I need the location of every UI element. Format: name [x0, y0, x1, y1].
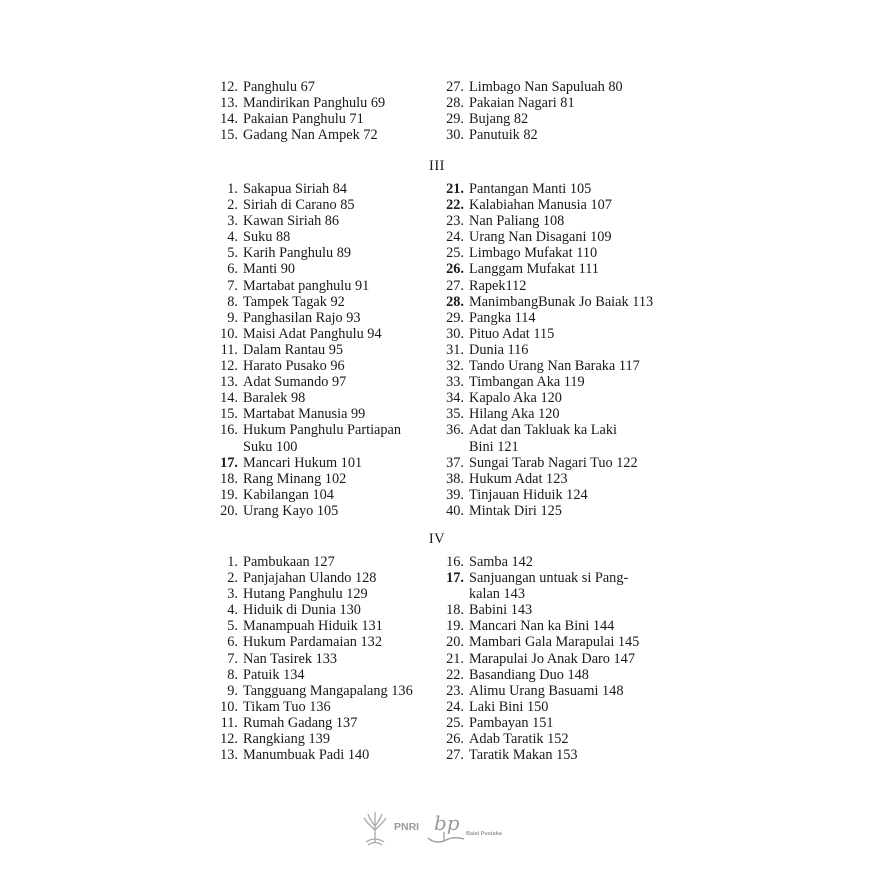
toc-entry-title: Hutang Panghulu 129 — [243, 586, 368, 603]
toc-entry-title: Pantangan Manti 105 — [469, 181, 592, 197]
toc-entry — [200, 503, 432, 519]
toc-entry — [430, 455, 670, 471]
toc-entry-title: Maisi Adat Panghulu 94 — [243, 325, 382, 342]
toc-entry-number: 2. — [227, 197, 238, 214]
toc-entry — [430, 342, 670, 358]
toc-entry — [200, 229, 432, 245]
toc-entry — [200, 358, 432, 374]
toc-entry-title: Adab Taratik 152 — [469, 731, 569, 748]
toc-entry — [200, 374, 432, 390]
toc-entry-title: Babini 143 — [469, 602, 533, 619]
toc-entry-title: Hukum Panghulu Partiapan Suku 100 — [243, 422, 402, 455]
toc-entry-title: Pituo Adat 115 — [469, 325, 555, 342]
toc-entry-title: Mandirikan Panghulu 69 — [243, 95, 386, 112]
toc-entry — [200, 326, 432, 342]
toc-entry-title: Dunia 116 — [469, 341, 529, 358]
toc-entry — [430, 422, 670, 454]
toc-entry-title: Martabat Manusia 99 — [243, 406, 366, 423]
toc-entry-title: Samba 142 — [469, 554, 533, 570]
toc-entry-number: 3. — [227, 586, 238, 603]
toc-entry — [200, 683, 432, 699]
toc-entry-number: 33. — [446, 374, 464, 391]
toc-entry-number: 39. — [446, 486, 464, 503]
toc-entry-number: 23. — [446, 213, 464, 230]
toc-entry — [200, 95, 432, 111]
toc-entry-title: ManimbangBunak Jo Baiak 113 — [469, 293, 654, 310]
section-heading-iv: IV — [428, 531, 446, 547]
toc-column-right — [430, 554, 670, 763]
toc-entry-number: 10. — [220, 698, 238, 715]
toc-entry — [430, 731, 670, 747]
toc-entry — [200, 715, 432, 731]
toc-entry-number: 21. — [446, 650, 464, 667]
toc-entry — [430, 747, 670, 763]
toc-entry-title: Basandiang Duo 148 — [469, 666, 589, 683]
pnri-label: PNRI — [394, 821, 420, 833]
toc-entry-number: 5. — [227, 245, 238, 262]
toc-entry-title: Panutuik 82 — [469, 127, 538, 144]
balai-pustaka-logo-icon — [424, 808, 468, 848]
toc-entry-title: Sanjuangan untuak si Pang- kalan 143 — [469, 570, 629, 603]
toc-column-right — [430, 79, 670, 143]
toc-entry-number: 30. — [446, 325, 464, 342]
toc-entry-title: Gadang Nan Ampek 72 — [243, 127, 378, 144]
toc-entry-number: 20. — [220, 502, 238, 519]
toc-entry — [200, 422, 432, 454]
toc-entry-title: Tikam Tuo 136 — [243, 698, 331, 715]
toc-entry — [200, 699, 432, 715]
toc-entry-title: Kapalo Aka 120 — [469, 390, 562, 407]
toc-entry-number: 8. — [227, 666, 238, 683]
toc-entry-number: 25. — [446, 245, 464, 262]
toc-entry-title: Tangguang Mangapalang 136 — [243, 682, 413, 699]
toc-entry-title: Pambukaan 127 — [243, 554, 335, 570]
toc-entry-number: 6. — [227, 261, 238, 278]
toc-entry — [430, 358, 670, 374]
toc-entry — [430, 570, 670, 602]
toc-entry — [430, 245, 670, 261]
toc-entry-number: 12. — [220, 79, 238, 95]
toc-entry-title: Harato Pusako 96 — [243, 358, 345, 375]
toc-column-left — [200, 79, 432, 143]
toc-entry-title: Dalam Rantau 95 — [243, 341, 344, 358]
toc-entry-title: Panghasilan Rajo 93 — [243, 309, 361, 326]
toc-entry-number: 2. — [227, 570, 238, 587]
toc-entry — [430, 213, 670, 229]
toc-entry-number: 38. — [446, 470, 464, 487]
toc-entry — [430, 715, 670, 731]
toc-entry-number: 37. — [446, 454, 464, 471]
toc-entry-title: Kalabiahan Manusia 107 — [469, 197, 612, 214]
toc-entry — [200, 390, 432, 406]
toc-entry-title: Taratik Makan 153 — [469, 747, 578, 764]
toc-entry-number: 32. — [446, 358, 464, 375]
toc-entry — [430, 390, 670, 406]
toc-entry — [430, 487, 670, 503]
toc-entry-title: Kawan Siriah 86 — [243, 213, 340, 230]
toc-entry-number: 22. — [446, 666, 464, 683]
toc-entry — [430, 554, 670, 570]
toc-entry-title: Limbago Mufakat 110 — [469, 245, 598, 262]
toc-entry — [200, 487, 432, 503]
toc-entry — [200, 278, 432, 294]
toc-entry-number: 21. — [446, 181, 464, 197]
toc-entry-number: 15. — [220, 127, 238, 144]
toc-entry-title: Hiduik di Dunia 130 — [243, 602, 361, 619]
toc-entry — [430, 79, 670, 95]
toc-entry-number: 1. — [227, 554, 238, 570]
toc-entry — [200, 197, 432, 213]
toc-entry-title: Tampek Tagak 92 — [243, 293, 345, 310]
toc-entry — [200, 406, 432, 422]
toc-entry — [200, 294, 432, 310]
toc-entry-number: 16. — [220, 422, 238, 439]
toc-entry — [430, 503, 670, 519]
toc-entry-title: Patuik 134 — [243, 666, 305, 683]
toc-entry-title: Rangkiang 139 — [243, 731, 330, 748]
footer-logos — [358, 808, 518, 848]
toc-entry-number: 20. — [446, 634, 464, 651]
toc-entry — [200, 667, 432, 683]
toc-entry-number: 16. — [446, 554, 464, 570]
toc-entry-title: Kabilangan 104 — [243, 486, 334, 503]
toc-entry-title: Pangka 114 — [469, 309, 536, 326]
toc-entry-title: Tinjauan Hiduik 124 — [469, 486, 588, 503]
toc-entry-title: Baralek 98 — [243, 390, 306, 407]
toc-entry-number: 19. — [220, 486, 238, 503]
toc-entry — [200, 570, 432, 586]
toc-entry-number: 5. — [227, 618, 238, 635]
toc-entry-title: Karih Panghulu 89 — [243, 245, 352, 262]
toc-entry — [200, 261, 432, 277]
toc-entry — [200, 651, 432, 667]
toc-entry-number: 10. — [220, 325, 238, 342]
toc-entry — [430, 127, 670, 143]
toc-entry — [430, 651, 670, 667]
toc-entry-title: Siriah di Carano 85 — [243, 197, 355, 214]
toc-entry-title: Rumah Gadang 137 — [243, 714, 358, 731]
toc-entry — [430, 181, 670, 197]
toc-entry-title: Pambayan 151 — [469, 714, 554, 731]
toc-entry-title: Urang Nan Disagani 109 — [469, 229, 612, 246]
toc-entry-number: 18. — [446, 602, 464, 619]
toc-entry-number: 7. — [227, 650, 238, 667]
toc-entry-number: 31. — [446, 341, 464, 358]
toc-entry-number: 19. — [446, 618, 464, 635]
toc-entry-number: 30. — [446, 127, 464, 144]
toc-entry-number: 35. — [446, 406, 464, 423]
toc-entry — [430, 699, 670, 715]
toc-entry-number: 17. — [446, 570, 464, 587]
toc-entry — [430, 406, 670, 422]
toc-entry — [200, 79, 432, 95]
toc-entry-title: Suku 88 — [243, 229, 291, 246]
toc-entry-title: Hukum Pardamaian 132 — [243, 634, 382, 651]
toc-entry-title: Tando Urang Nan Baraka 117 — [469, 358, 640, 375]
toc-entry-number: 27. — [446, 79, 464, 95]
toc-entry-title: Sakapua Siriah 84 — [243, 181, 348, 197]
toc-entry — [430, 95, 670, 111]
toc-entry — [200, 554, 432, 570]
toc-entry — [200, 586, 432, 602]
toc-entry-title: Alimu Urang Basuami 148 — [469, 682, 624, 699]
toc-entry-number: 13. — [220, 747, 238, 764]
toc-entry-number: 28. — [446, 95, 464, 112]
toc-entry — [200, 634, 432, 650]
toc-entry-title: Panjajahan Ulando 128 — [243, 570, 377, 587]
toc-entry-number: 14. — [220, 390, 238, 407]
balai-pustaka-label: Balai Pustaka — [466, 831, 502, 837]
toc-entry-title: Pakaian Nagari 81 — [469, 95, 575, 112]
toc-entry-number: 29. — [446, 309, 464, 326]
toc-entry-number: 9. — [227, 309, 238, 326]
toc-entry — [430, 634, 670, 650]
toc-entry-number: 27. — [446, 277, 464, 294]
toc-column-left — [200, 554, 432, 763]
toc-entry — [430, 667, 670, 683]
toc-entry — [200, 342, 432, 358]
toc-entry — [430, 111, 670, 127]
toc-entry — [430, 326, 670, 342]
toc-entry-number: 11. — [220, 341, 238, 358]
section-heading-iii: III — [429, 158, 445, 174]
toc-entry-number: 28. — [446, 293, 464, 310]
toc-entry-number: 25. — [446, 714, 464, 731]
toc-entry — [200, 127, 432, 143]
toc-entry — [430, 602, 670, 618]
toc-entry-title: Mancari Nan ka Bini 144 — [469, 618, 615, 635]
toc-entry-title: Nan Tasirek 133 — [243, 650, 338, 667]
toc-entry-number: 24. — [446, 229, 464, 246]
toc-entry — [430, 278, 670, 294]
toc-entry-title: Mintak Diri 125 — [469, 502, 562, 519]
toc-entry-number: 4. — [227, 229, 238, 246]
toc-entry-title: Manti 90 — [243, 261, 296, 278]
toc-entry-title: Sungai Tarab Nagari Tuo 122 — [469, 454, 638, 471]
pnri-logo-icon — [358, 808, 392, 848]
toc-entry-title: Marapulai Jo Anak Daro 147 — [469, 650, 635, 667]
toc-entry — [200, 731, 432, 747]
toc-entry-number: 4. — [227, 602, 238, 619]
toc-entry — [200, 602, 432, 618]
toc-entry-number: 40. — [446, 502, 464, 519]
toc-entry-number: 23. — [446, 682, 464, 699]
toc-entry-title: Manampuah Hiduik 131 — [243, 618, 383, 635]
toc-entry-number: 29. — [446, 111, 464, 128]
toc-column-right — [430, 181, 670, 519]
toc-entry — [200, 455, 432, 471]
toc-entry-number: 14. — [220, 111, 238, 128]
toc-entry-number: 36. — [446, 422, 464, 439]
toc-entry-number: 18. — [220, 470, 238, 487]
toc-entry — [430, 294, 670, 310]
toc-entry — [430, 197, 670, 213]
toc-entry-number: 8. — [227, 293, 238, 310]
toc-entry — [430, 261, 670, 277]
toc-entry-title: Nan Paliang 108 — [469, 213, 565, 230]
toc-entry-number: 1. — [227, 181, 238, 197]
toc-entry-title: Laki Bini 150 — [469, 698, 549, 715]
toc-entry-title: Rapek112 — [469, 277, 527, 294]
toc-entry — [430, 618, 670, 634]
toc-entry — [430, 310, 670, 326]
toc-entry-number: 24. — [446, 698, 464, 715]
toc-entry-number: 15. — [220, 406, 238, 423]
toc-entry-number: 6. — [227, 634, 238, 651]
toc-entry — [430, 683, 670, 699]
toc-entry-number: 22. — [446, 197, 464, 214]
toc-entry-title: Mancari Hukum 101 — [243, 454, 363, 471]
toc-entry — [430, 374, 670, 390]
toc-entry-title: Langgam Mufakat 111 — [469, 261, 599, 278]
toc-entry-title: Manumbuak Padi 140 — [243, 747, 370, 764]
toc-entry-number: 11. — [220, 714, 238, 731]
toc-entry — [200, 471, 432, 487]
toc-entry-number: 12. — [220, 731, 238, 748]
toc-entry-number: 7. — [227, 277, 238, 294]
toc-entry-title: Adat Sumando 97 — [243, 374, 347, 391]
toc-entry-title: Pakaian Panghulu 71 — [243, 111, 364, 128]
toc-entry-title: Panghulu 67 — [243, 79, 315, 95]
toc-entry-number: 3. — [227, 213, 238, 230]
toc-entry-title: Rang Minang 102 — [243, 470, 347, 487]
toc-entry-title: Bujang 82 — [469, 111, 529, 128]
toc-entry-title: Limbago Nan Sapuluah 80 — [469, 79, 623, 95]
toc-entry-number: 26. — [446, 261, 464, 278]
toc-entry — [200, 747, 432, 763]
toc-entry-title: Mambari Gala Marapulai 145 — [469, 634, 640, 651]
toc-entry-title: Urang Kayo 105 — [243, 502, 339, 519]
toc-entry — [200, 245, 432, 261]
toc-entry-title: Hukum Adat 123 — [469, 470, 568, 487]
toc-entry-number: 12. — [220, 358, 238, 375]
toc-entry-title: Hilang Aka 120 — [469, 406, 560, 423]
toc-entry — [200, 213, 432, 229]
toc-entry-number: 13. — [220, 374, 238, 391]
toc-entry-number: 9. — [227, 682, 238, 699]
toc-column-left — [200, 181, 432, 519]
toc-entry-title: Martabat panghulu 91 — [243, 277, 370, 294]
toc-entry-number: 26. — [446, 731, 464, 748]
bp-mark: bp — [434, 811, 460, 835]
toc-entry-title: Adat dan Takluak ka Laki Bini 121 — [469, 422, 618, 455]
toc-entry — [200, 181, 432, 197]
toc-entry — [200, 618, 432, 634]
toc-entry-number: 17. — [220, 454, 238, 471]
toc-entry-number: 34. — [446, 390, 464, 407]
toc-entry-title: Timbangan Aka 119 — [469, 374, 585, 391]
toc-entry — [200, 310, 432, 326]
toc-entry-number: 27. — [446, 747, 464, 764]
toc-entry — [430, 229, 670, 245]
toc-entry — [430, 471, 670, 487]
toc-entry — [200, 111, 432, 127]
toc-entry-number: 13. — [220, 95, 238, 112]
